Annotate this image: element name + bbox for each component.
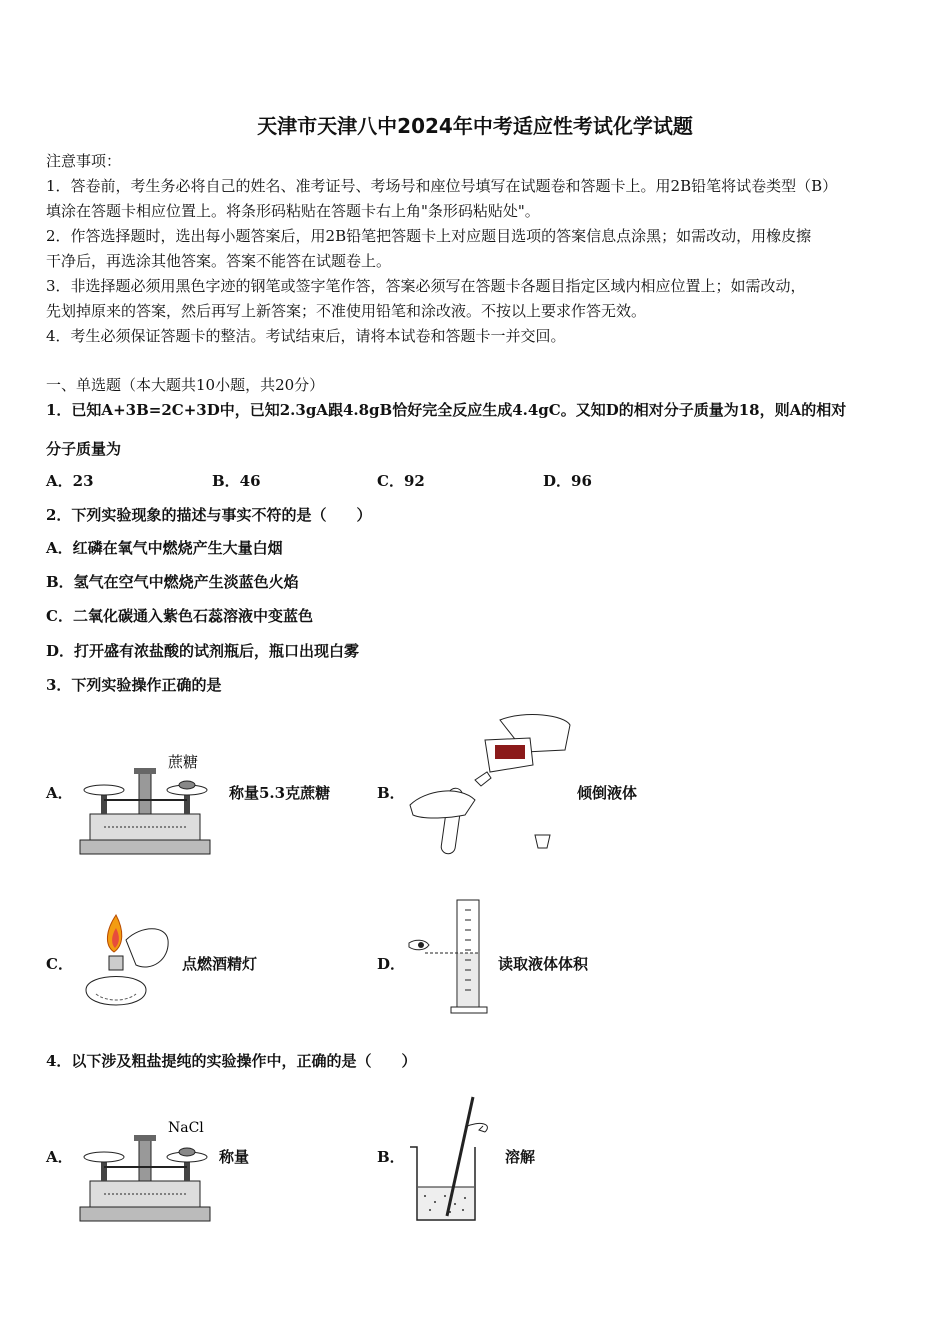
- q3-option-d-caption: 读取液体体积: [498, 955, 589, 973]
- q3-option-b-caption: 倾倒液体: [577, 784, 638, 802]
- q3-option-d-letter: D．: [377, 955, 406, 973]
- notice-line: 干净后，再选涂其他答案。答案不能答在试题卷上。: [46, 252, 392, 270]
- alcohol-lamp-figure: [76, 910, 176, 1020]
- q3-option-b-letter: B．: [377, 784, 405, 802]
- exam-title: 天津市天津八中2024年中考适应性考试化学试题: [257, 114, 693, 138]
- q2-stem: 2．下列实验现象的描述与事实不符的是（ ）: [46, 506, 372, 524]
- q3-option-a-letter: A．: [46, 784, 73, 802]
- balance-figure: [76, 748, 216, 858]
- graduated-cylinder-figure: [405, 895, 495, 1020]
- q3-option-c-caption: 点燃酒精灯: [182, 955, 258, 973]
- figure-label: NaCl: [168, 1120, 204, 1136]
- notice-line: 3．非选择题必须用黑色字迹的钢笔或签字笔作答，答案必须写在答题卡各题目指定区域内相应位置上；如需改动，: [46, 277, 806, 295]
- q3-option-a-caption: 称量5.3克蔗糖: [229, 784, 331, 802]
- pouring-figure: [405, 710, 575, 860]
- notice-line: 1．答卷前，考生务必将自己的姓名、准考证号、考场号和座位号填写在试题卷和答题卡上。用2B铅笔将试卷类型（B）: [46, 177, 838, 195]
- q2-option-a: A．红磷在氧气中燃烧产生大量白烟: [46, 539, 283, 557]
- q1-option-a: A．23: [46, 472, 94, 490]
- q1-stem: 1．已知A+3B=2C+3D中，已知2.3gA跟4.8gB恰好完全反应生成4.4gC。又知D的相对分子质量为18，则A的相对: [46, 401, 847, 419]
- q3-stem: 3．下列实验操作正确的是: [46, 676, 222, 694]
- q4-stem: 4．以下涉及粗盐提纯的实验操作中，正确的是（ ）: [46, 1052, 417, 1070]
- notice-line: 先划掉原来的答案，然后再写上新答案；不准使用铅笔和涂改液。不按以上要求作答无效。: [46, 302, 647, 320]
- notice-line: 填涂在答题卡相应位置上。将条形码粘贴在答题卡右上角"条形码粘贴处"。: [46, 202, 540, 220]
- q1-option-c: C．92: [377, 472, 425, 490]
- q4-option-a-letter: A．: [46, 1148, 73, 1166]
- q1-option-d: D．96: [543, 472, 592, 490]
- q4-option-a-caption: 称量: [219, 1148, 250, 1166]
- section-heading: 一、单选题（本大题共10小题，共20分）: [46, 376, 325, 394]
- notice-line: 2．作答选择题时，选出每小题答案后，用2B铅笔把答题卡上对应题目选项的答案信息点涂黑；如需改动，用橡皮擦: [46, 227, 812, 245]
- q2-option-c: C．二氧化碳通入紫色石蕊溶液中变蓝色: [46, 607, 313, 625]
- q4-option-b-letter: B．: [377, 1148, 405, 1166]
- q1-option-b: B．46: [212, 472, 261, 490]
- q1-stem-cont: 分子质量为: [46, 440, 122, 458]
- q2-option-d: D．打开盛有浓盐酸的试剂瓶后，瓶口出现白雾: [46, 642, 360, 660]
- q3-option-c-letter: C．: [46, 955, 73, 973]
- figure-label: 蔗糖: [168, 753, 199, 771]
- notice-heading: 注意事项：: [46, 152, 122, 170]
- beaker-stirring-figure: [405, 1092, 500, 1227]
- notice-line: 4．考生必须保证答题卡的整洁。考试结束后，请将本试卷和答题卡一并交回。: [46, 327, 566, 345]
- balance-figure: [76, 1115, 216, 1225]
- q4-option-b-caption: 溶解: [505, 1148, 536, 1166]
- q2-option-b: B．氢气在空气中燃烧产生淡蓝色火焰: [46, 573, 299, 591]
